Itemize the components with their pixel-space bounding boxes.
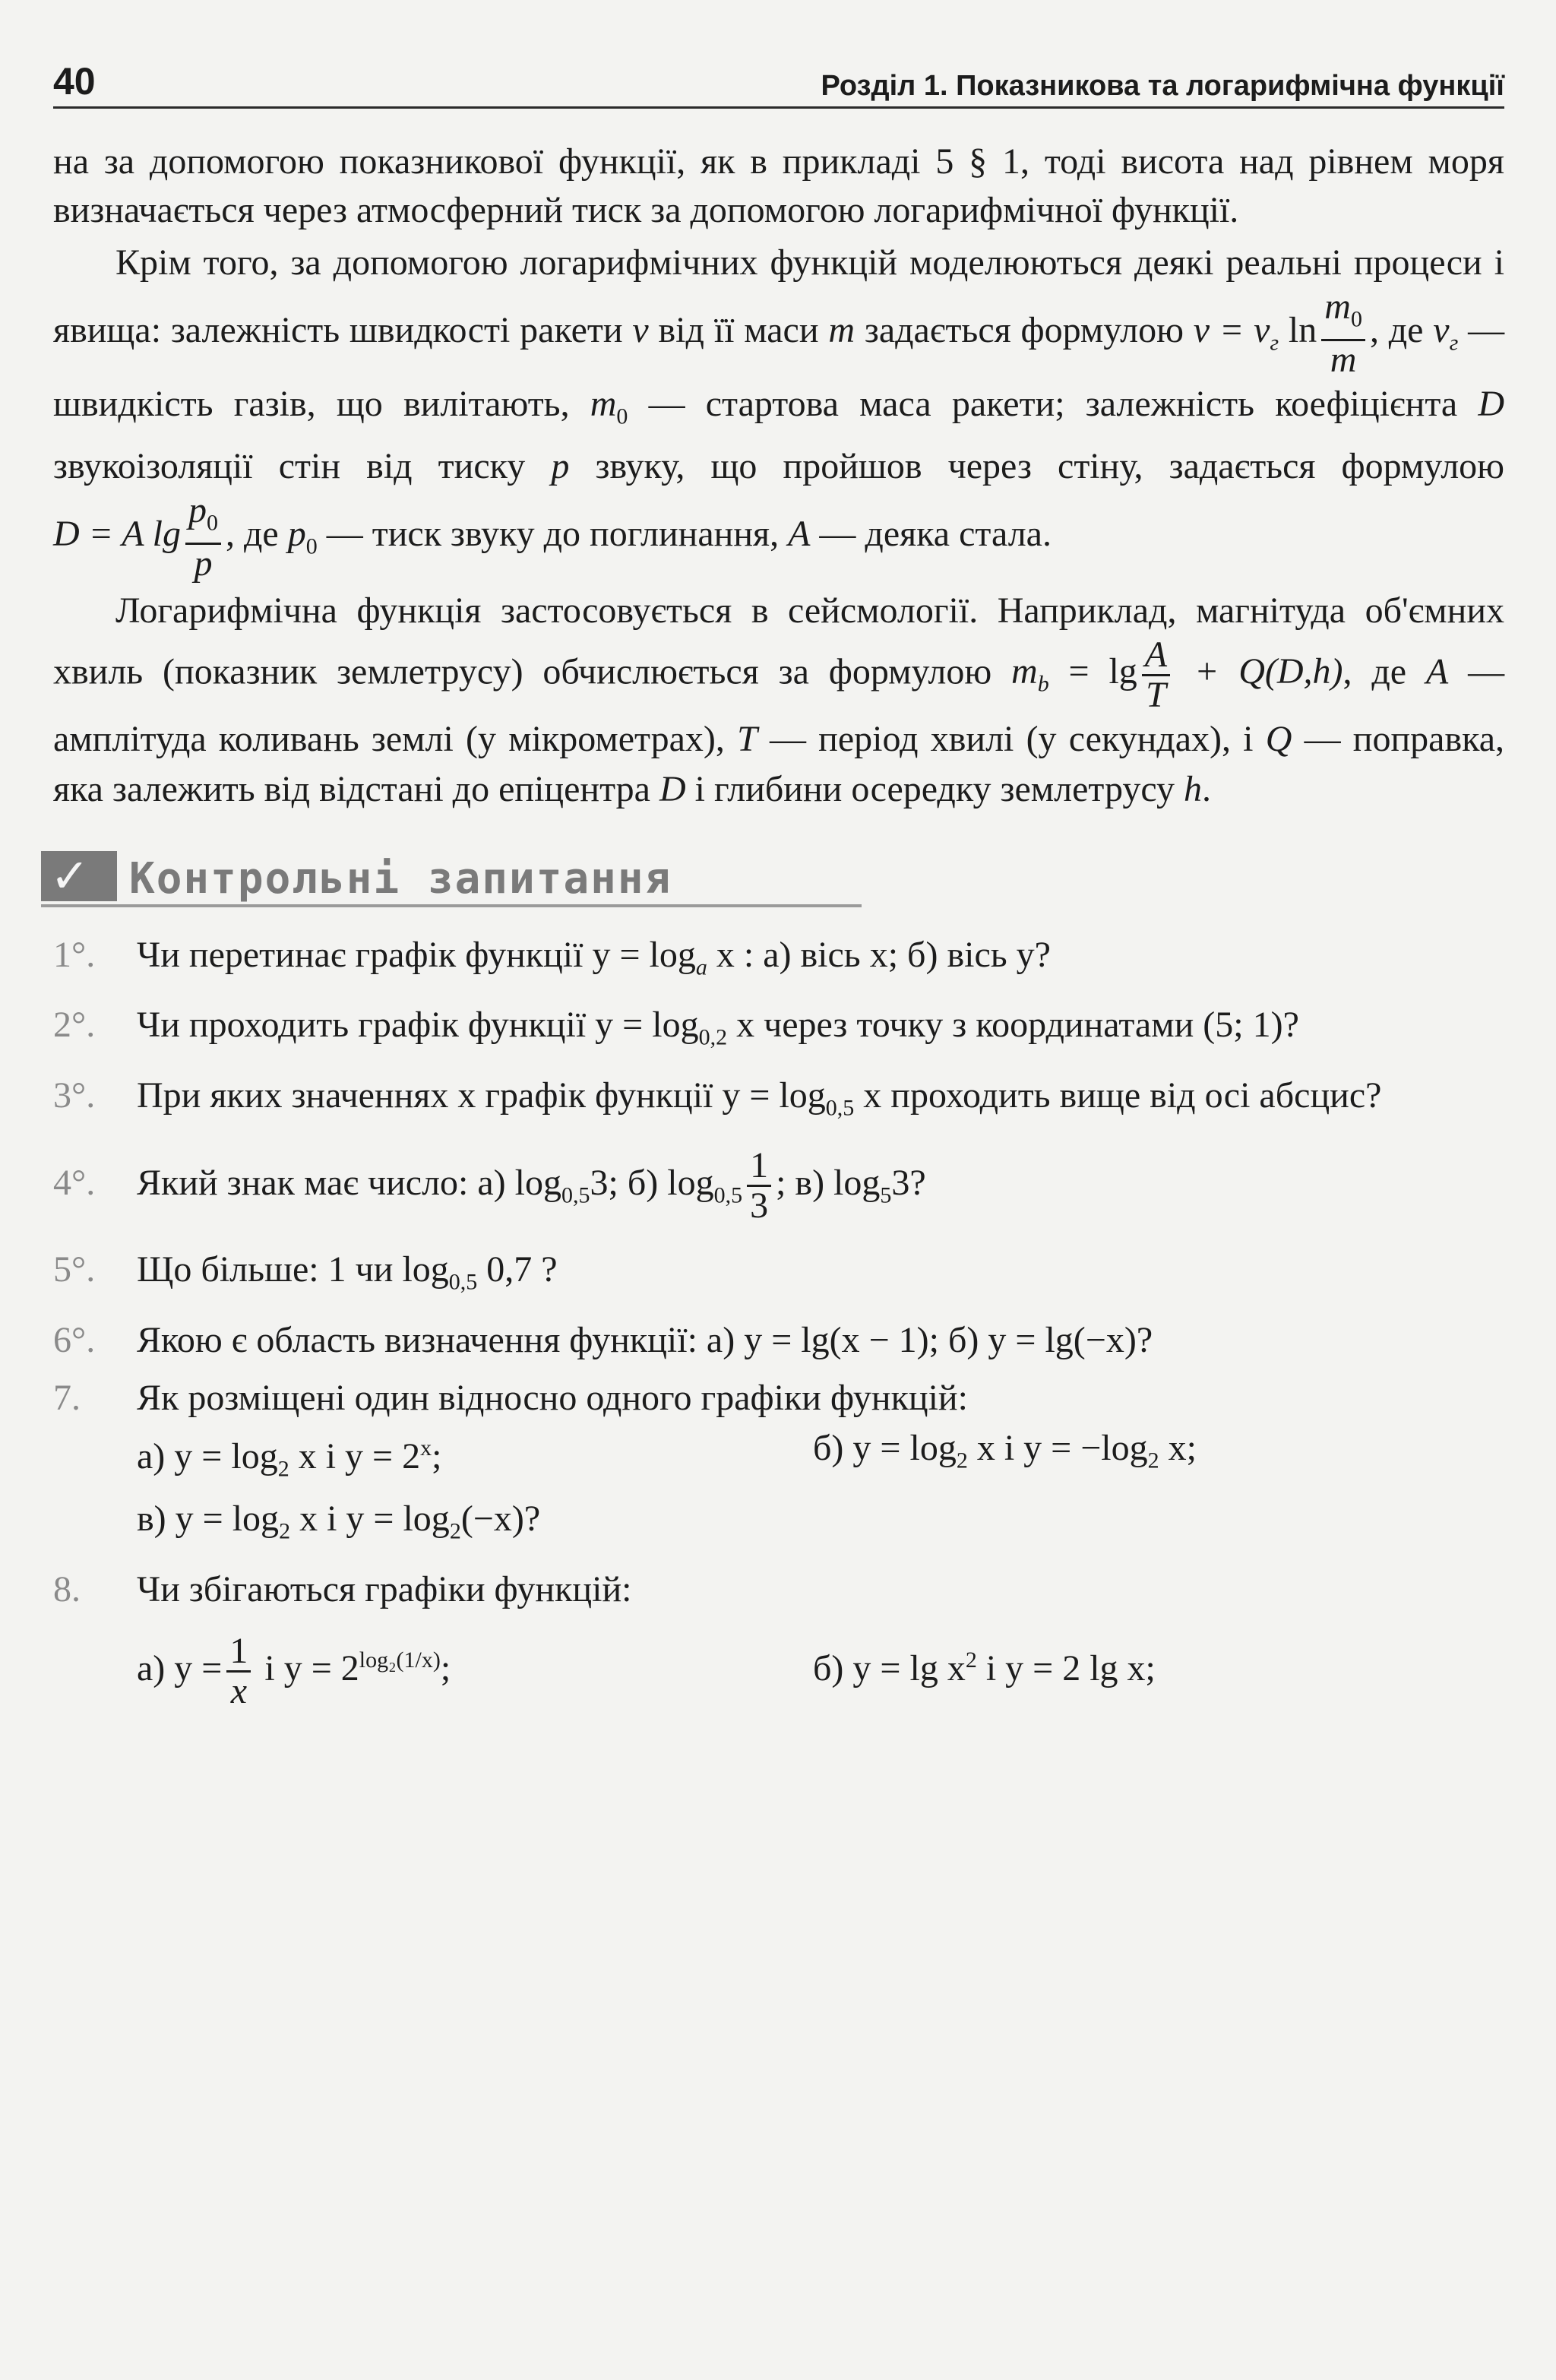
question-8-row-1: а) y = $\frac{1}{x}$ і $y = 2^{log_2(1/x)}$; б) $y = \lg x^2$ і y = 2 lg x; [137, 1631, 1156, 1712]
fraction: $\frac{p_0}{p}$ [185, 492, 221, 583]
section-header [50, 847, 1504, 907]
paragraph-1: на за допомогою показникової функції, як в прикладі 5 § 1, тоді висота над рівнем моря визначається через атмосферний тиск за допомогою логарифмічної функції. [53, 141, 1504, 230]
fraction: $\frac{1}{3}$ [747, 1147, 771, 1225]
magnitude-formula: $m_b = \lg$ $\frac{A}{T}$ + Q(D,h) [1011, 634, 1343, 715]
question-7: 7. Як розміщені один відносно одного графіки функцій: а) $y = \log_2 x$ і $y = 2^x$; б) $y = \log_2 x$ і $y = -\log_2$ x; в) $y = \log_2 x$ і $y = \log_2(-x)$? [53, 1373, 1504, 1557]
fraction: $\frac{A}{T}$ [1142, 636, 1170, 714]
page-number: 40 [53, 60, 96, 103]
paragraph-2: Крім того, за допомогою логарифмічних функцій моделюються деякі реальні процеси і явища: залежність швидкості ракети v від її маси m задається формулою $v = v_г$ ln $\frac{m_0}{m}$ , де $v_г$ — швидкість газів, що вилітають, $m_0$ — стартова маса ракети; залежність коефіцієнта D звукоізоляції стін від тиску p звуку, що пройшов через стіну, задається формулою D = A lg $\frac{p_0}{p}$ , де $p_0$ — тиск звуку до поглинання, A — деяка стала. [53, 242, 1505, 584]
fraction: $\frac{1}{x}$ [226, 1632, 251, 1711]
fraction: $\frac{m_0}{m}$ [1321, 288, 1365, 379]
questions-list [53, 930, 1504, 1714]
question-7-row-2: в) $y = \log_2 x$ і $y = \log_2(-x)$? [137, 1499, 541, 1544]
question-3: 3°. При яких значеннях x графік функції $y = \log_{0,5} x$ проходить вище від осі абсцис? [53, 1074, 1382, 1121]
question-8: 8. Чи збігаються графіки функцій: а) y = $\frac{1}{x}$ і $y = 2^{log_2(1/x)}$; б) $y = \lg x^2$ і y = 2 lg x; [53, 1565, 1504, 1714]
question-5: 5°. Що більше: 1 чи $\log_{0,5} 0,7$ ? [53, 1249, 558, 1295]
checkmark-icon: ✓ [41, 851, 117, 901]
paragraph-3: Логарифмічна функція застосовується в сейсмології. Наприклад, магнітуда об'ємних хвиль (показник землетрусу) обчислюється за формулою $m_b = \lg$ $\frac{A}{T}$ + Q(D,h), де A — амплітуда коливань землі (у мікрометрах), T — період хвилі (у секундах), і Q — поправка, яка залежить від відстані до епіцентра D і глибини осередку землетрусу h. [53, 590, 1505, 809]
page-header [53, 53, 1504, 109]
section-underline [41, 904, 862, 907]
section-title: Контрольні запитання [129, 853, 672, 904]
question-6: 6°. Якою є область визначення функції: а) y = lg(x − 1); б) y = lg(−x)? [53, 1319, 1153, 1360]
textbook-page [50, 53, 1505, 1722]
question-4: 4°. Який знак має число: а) $\log_{0,5}3$; б) $\log_{0,5}$ $\frac{1}{3}$ ; в) $\log_53$? [53, 1145, 926, 1226]
rocket-formula: $v = v_г$ ln $\frac{m_0}{m}$ [1194, 310, 1370, 350]
sound-formula: D = A lg $\frac{p_0}{p}$ [53, 514, 226, 554]
question-2: 2°. Чи проходить графік функції $y = \log_{0,2} x$ через точку з координатами (5; 1)? [53, 1005, 1299, 1050]
chapter-title: Розділ 1. Показникова та логарифмічна функції [821, 70, 1504, 102]
body-text [53, 138, 1504, 815]
question-7-row-1: а) $y = \log_2 x$ і $y = 2^x$; б) $y = \log_2 x$ і $y = -\log_2$ x; [137, 1427, 1197, 1482]
question-1: 1°. Чи перетинає графік функції $y = \log_a x$ : а) вісь x; б) вісь y? [53, 934, 1051, 980]
